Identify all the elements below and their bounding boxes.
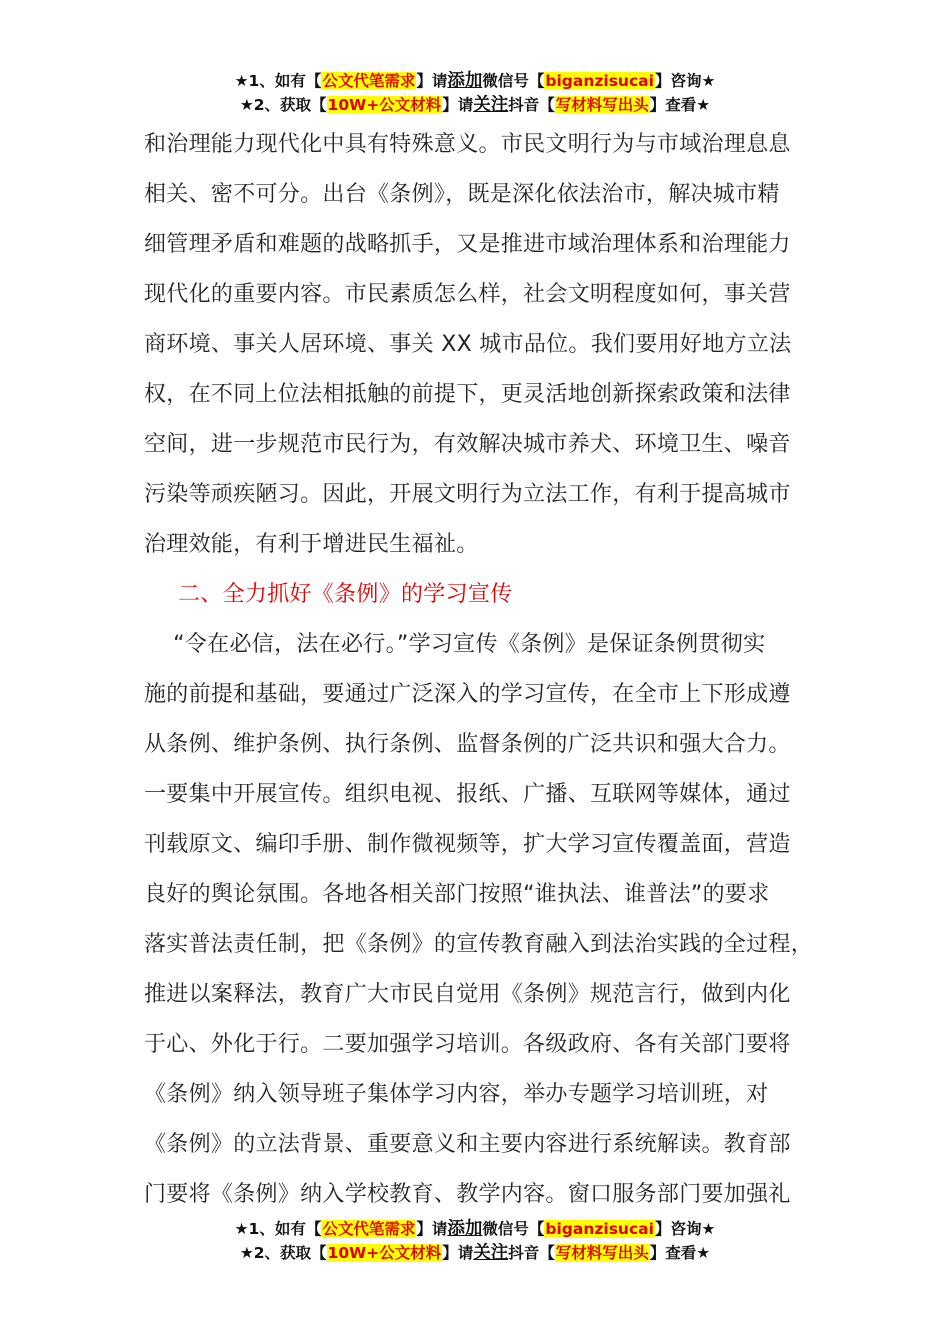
highlight-materials: 10W+公文材料 bbox=[327, 96, 442, 114]
highlight-wechat-id: biganzisucai bbox=[545, 1220, 654, 1238]
banner-line-2 bbox=[0, 1242, 950, 1266]
body-line: 落实普法责任制，把《条例》的宣传教育融入到法治实践的全过程， bbox=[144, 932, 814, 957]
highlight-wechat-id: biganzisucai bbox=[545, 72, 654, 90]
banner-emphasis: 关注 bbox=[473, 95, 509, 115]
body-line: 治理效能，有利于增进民生福祉。 bbox=[144, 532, 479, 557]
highlight-service: 公文代笔需求 bbox=[322, 1220, 416, 1238]
banner-text: 抖音【 bbox=[508, 1244, 555, 1262]
body-line: 良好的舆论氛围。各地各相关部门按照“谁执法、谁普法”的要求 bbox=[144, 882, 770, 907]
body-line: “令在必信，法在必行。”学习宣传《条例》是保证条例贯彻实 bbox=[144, 632, 766, 657]
body-line: 和治理能力现代化中具有特殊意义。市民文明行为与市域治理息息 bbox=[144, 132, 791, 157]
banner-text: 】咨询★ bbox=[654, 72, 716, 90]
banner-text: 】请 bbox=[442, 1244, 474, 1262]
body-line: 推进以案释法，教育广大市民自觉用《条例》规范言行，做到内化 bbox=[144, 982, 791, 1007]
banner-text: 】请 bbox=[442, 96, 474, 114]
banner-emphasis: 关注 bbox=[473, 1243, 509, 1263]
body-line: 于心、外化于行。二要加强学习培训。各级政府、各有关部门要将 bbox=[144, 1032, 791, 1057]
highlight-service: 公文代笔需求 bbox=[322, 72, 416, 90]
body-line: 从条例、维护条例、执行条例、监督条例的广泛共识和强大合力。 bbox=[144, 732, 791, 757]
body-line: 现代化的重要内容。市民素质怎么样，社会文明程度如何，事关营 bbox=[144, 282, 791, 307]
body-line: 空间，进一步规范市民行为，有效解决城市养犬、环境卫生、噪音 bbox=[144, 432, 791, 457]
banner-line-1 bbox=[0, 70, 950, 94]
footer-banner bbox=[0, 1218, 950, 1266]
banner-text: ★1、如有【 bbox=[234, 1220, 322, 1238]
body-line: 权，在不同上位法相抵触的前提下，更灵活地创新探索政策和法律 bbox=[144, 382, 791, 407]
body-line: 《条例》纳入领导班子集体学习内容，举办专题学习培训班，对 bbox=[144, 1082, 769, 1107]
banner-text: ★2、获取【 bbox=[239, 1244, 327, 1262]
section-heading: 二、全力抓好《条例》的学习宣传 bbox=[178, 582, 513, 607]
banner-emphasis: 添加 bbox=[447, 71, 483, 91]
header-banner bbox=[0, 70, 950, 118]
banner-text: ★1、如有【 bbox=[234, 72, 322, 90]
banner-text: 】查看★ bbox=[649, 1244, 711, 1262]
highlight-douyin-account: 写材料写出头 bbox=[555, 1244, 649, 1262]
banner-line-1 bbox=[0, 1218, 950, 1242]
body-line: 刊载原文、编印手册、制作微视频等，扩大学习宣传覆盖面，营造 bbox=[144, 832, 791, 857]
body-line: 细管理矛盾和难题的战略抓手，又是推进市域治理体系和治理能力 bbox=[144, 232, 791, 257]
banner-text: 】请 bbox=[416, 1220, 448, 1238]
body-line: 污染等顽疾陋习。因此，开展文明行为立法工作，有利于提高城市 bbox=[144, 482, 791, 507]
highlight-materials: 10W+公文材料 bbox=[327, 1244, 442, 1262]
body-line: 一要集中开展宣传。组织电视、报纸、广播、互联网等媒体，通过 bbox=[144, 782, 791, 807]
banner-text: 微信号【 bbox=[482, 1220, 545, 1238]
banner-text: 】请 bbox=[416, 72, 448, 90]
body-line: 商环境、事关人居环境、事关 XX 城市品位。我们要用好地方立法 bbox=[144, 332, 792, 357]
body-line: 施的前提和基础，要通过广泛深入的学习宣传，在全市上下形成遵 bbox=[144, 682, 791, 707]
highlight-douyin-account: 写材料写出头 bbox=[555, 96, 649, 114]
banner-text: 】咨询★ bbox=[654, 1220, 716, 1238]
banner-emphasis: 添加 bbox=[447, 1219, 483, 1239]
banner-line-2 bbox=[0, 94, 950, 118]
document-body bbox=[144, 120, 824, 1220]
banner-text: 抖音【 bbox=[508, 96, 555, 114]
banner-text: 】查看★ bbox=[649, 96, 711, 114]
banner-text: 微信号【 bbox=[482, 72, 545, 90]
body-line: 门要将《条例》纳入学校教育、教学内容。窗口服务部门要加强礼 bbox=[144, 1182, 791, 1207]
banner-text: ★2、获取【 bbox=[239, 96, 327, 114]
body-line: 相关、密不可分。出台《条例》，既是深化依法治市，解决城市精 bbox=[144, 182, 780, 207]
body-line: 《条例》的立法背景、重要意义和主要内容进行系统解读。教育部 bbox=[144, 1132, 791, 1157]
